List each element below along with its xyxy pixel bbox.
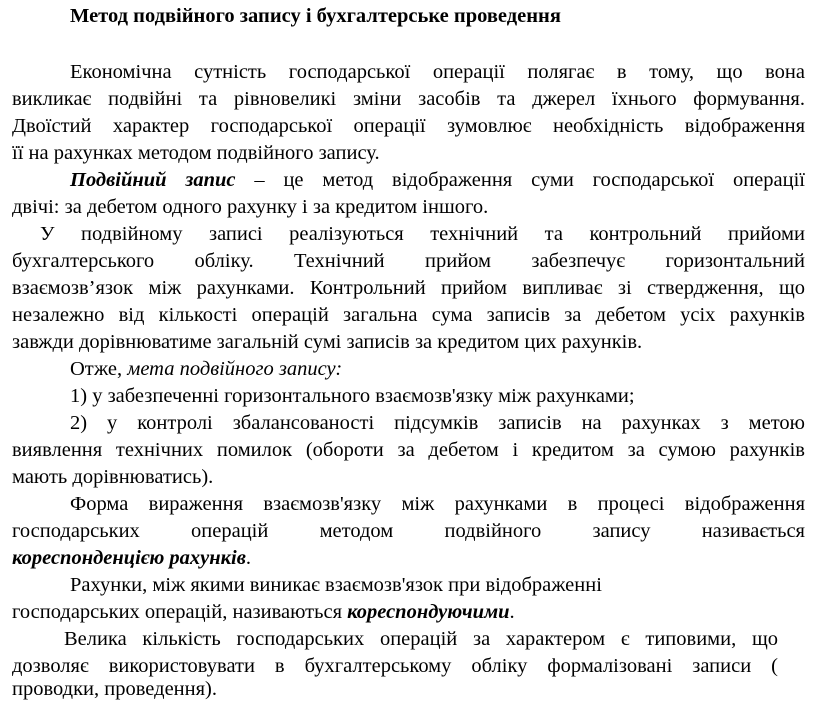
paragraph-7-line-1: Велика кількість господарських операцій за характером є типовими, що: [64, 628, 778, 650]
paragraph-5-line-3: [12, 545, 251, 572]
paragraph-1-line-4: її на рахунках методом подвійного запису.: [12, 142, 380, 164]
paragraph-7-line-3: проводки, проведення).: [12, 678, 217, 700]
paragraph-4-line-1: [70, 356, 342, 383]
double-entry-term: Подвійний запис: [70, 169, 236, 191]
paragraph-1-line-3: Двоїстий характер господарської операції зумовлює необхідність відображення: [12, 115, 805, 137]
purpose-heading: мета подвійного запису:: [127, 358, 343, 380]
list-item-2-line-1: 2) у контролі збалансованості підсумків записів на рахунках з метою: [70, 412, 805, 434]
paragraph-4-lead: Отже,: [70, 358, 128, 380]
paragraph-7-line-2: дозволяє використовувати в бухгалтерському обліку формалізовані записи (: [12, 655, 778, 677]
paragraph-1-line-2: викликає подвійні та рівновеликі зміни засобів та джерел їхнього формування.: [12, 88, 805, 110]
paragraph-5-end: .: [245, 547, 252, 569]
paragraph-1-line-1: Економічна сутність господарської операції полягає в тому, що вона: [70, 61, 805, 83]
paragraph-3-line-2: бухгалтерського обліку. Технічний прийом забезпечує горизонтальний: [12, 250, 805, 272]
list-item-2-line-3: мають дорівнюватись).: [12, 466, 214, 488]
correspondence-term: кореспонденцією рахунків: [12, 547, 246, 569]
paragraph-3-line-1: У подвійному записі реалізуються технічний та контрольний прийоми: [40, 223, 805, 245]
paragraph-2-line-1: [70, 167, 805, 194]
paragraph-6-end: .: [509, 601, 515, 623]
paragraph-3-line-4: незалежно від кількості операцій загальна сума записів за дебетом усіх рахунків: [12, 304, 805, 326]
paragraph-5-line-2: господарських операцій методом подвійного запису називається: [12, 520, 805, 542]
paragraph-2-line-1-text: – це метод відображення суми господарської операції: [235, 169, 805, 191]
list-item-2-line-2: виявлення технічних помилок (обороти за дебетом і кредитом за сумою рахунків: [12, 439, 805, 461]
paragraph-6-line-1: Рахунки, між якими виникає взаємозв'язок при відображенні: [70, 574, 602, 596]
paragraph-3-line-3: взаємозв’язок між рахунками. Контрольний прийом випливає зі ствердження, що: [12, 277, 805, 299]
paragraph-2-line-2: двічі: за дебетом одного рахунку і за кредитом іншого.: [12, 196, 489, 218]
paragraph-3-line-5: завжди дорівнюватиме загальній сумі записів за кредитом цих рахунків.: [12, 331, 643, 353]
list-item-1: 1) у забезпеченні горизонтального взаємозв'язку між рахунками;: [70, 385, 635, 407]
corresponding-term: кореспондуючими: [347, 601, 510, 623]
paragraph-5-line-1: Форма вираження взаємозв'язку між рахунками в процесі відображення: [70, 493, 805, 515]
paragraph-6-lead: господарських операцій, називаються: [12, 601, 348, 623]
document-title: Метод подвійного запису і бухгалтерське проведення: [70, 5, 561, 27]
paragraph-6-line-2: [12, 599, 515, 626]
